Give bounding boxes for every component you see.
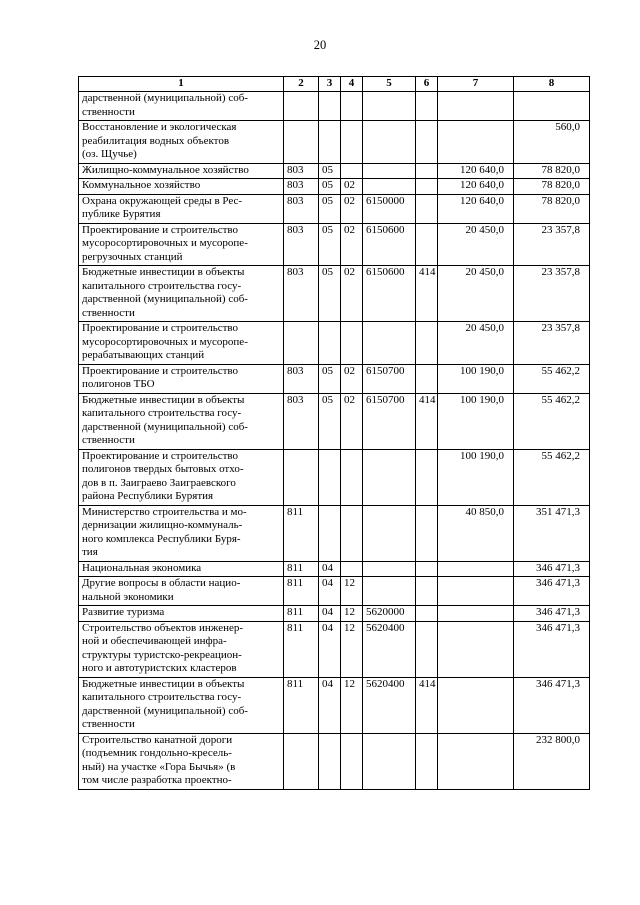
table-cell: 55 462,2 [514, 449, 590, 505]
table-cell [319, 322, 341, 365]
table-cell: 811 [284, 606, 319, 622]
row-label-cell: Бюджетные инвестиции в объекты капитального строительства госу- дарственной (муниципальной) соб- ственности [79, 393, 284, 449]
table-cell: 5620400 [363, 621, 416, 677]
table-cell [416, 449, 438, 505]
table-cell: 02 [341, 266, 363, 322]
table-cell [416, 121, 438, 164]
table-cell: 414 [416, 677, 438, 733]
table-cell [416, 223, 438, 266]
table-cell: 414 [416, 266, 438, 322]
table-cell: 803 [284, 223, 319, 266]
table-cell: 803 [284, 266, 319, 322]
table-row [79, 677, 590, 733]
table-cell: 811 [284, 621, 319, 677]
row-label-cell: Бюджетные инвестиции в объекты капитального строительства госу- дарственной (муниципальной) соб- ственности [79, 677, 284, 733]
table-cell: 05 [319, 266, 341, 322]
table-cell: 05 [319, 223, 341, 266]
table-cell [284, 92, 319, 121]
table-cell: 120 640,0 [438, 179, 514, 195]
row-label-cell: Национальная экономика [79, 561, 284, 577]
table-cell: 100 190,0 [438, 364, 514, 393]
table-cell [363, 92, 416, 121]
table-cell: 12 [341, 606, 363, 622]
table-cell [416, 505, 438, 561]
table-cell [416, 577, 438, 606]
table-cell: 803 [284, 179, 319, 195]
budget-table [78, 76, 590, 790]
table-cell [514, 92, 590, 121]
table-cell: 23 357,8 [514, 223, 590, 266]
row-label-cell: Коммунальное хозяйство [79, 179, 284, 195]
table-header-row [79, 77, 590, 92]
column-header: 2 [284, 77, 319, 92]
row-label-cell: Бюджетные инвестиции в объекты капитального строительства госу- дарственной (муниципальной) соб- ственности [79, 266, 284, 322]
table-cell [363, 733, 416, 789]
row-label-cell: дарственной (муниципальной) соб- ственности [79, 92, 284, 121]
table-cell [341, 121, 363, 164]
table-cell [438, 577, 514, 606]
table-row [79, 179, 590, 195]
table-cell [319, 92, 341, 121]
table-row [79, 393, 590, 449]
table-row [79, 364, 590, 393]
table-cell: 05 [319, 179, 341, 195]
table-cell [284, 733, 319, 789]
table-cell [438, 92, 514, 121]
table-cell [438, 733, 514, 789]
row-label-cell: Жилищно-коммунальное хозяйство [79, 163, 284, 179]
table-cell: 02 [341, 223, 363, 266]
table-cell [438, 677, 514, 733]
table-cell [438, 606, 514, 622]
page-number: 20 [313, 38, 327, 52]
table-cell [363, 179, 416, 195]
column-header: 4 [341, 77, 363, 92]
table-cell [341, 322, 363, 365]
row-label-cell: Развитие туризма [79, 606, 284, 622]
table-cell [363, 577, 416, 606]
table-cell [416, 322, 438, 365]
table-cell [416, 733, 438, 789]
table-cell [363, 322, 416, 365]
column-header: 8 [514, 77, 590, 92]
table-cell: 02 [341, 179, 363, 195]
table-cell: 02 [341, 194, 363, 223]
table-cell [341, 733, 363, 789]
column-header: 7 [438, 77, 514, 92]
table-cell [438, 561, 514, 577]
row-label-cell: Строительство объектов инженер- ной и обеспечивающей инфра- структуры туристско-рекреацион- ного и автотуристских кластеров [79, 621, 284, 677]
table-row [79, 621, 590, 677]
table-cell [319, 121, 341, 164]
table-cell: 803 [284, 364, 319, 393]
table-cell: 78 820,0 [514, 194, 590, 223]
table-cell [416, 179, 438, 195]
table-cell: 78 820,0 [514, 163, 590, 179]
table-row [79, 266, 590, 322]
table-cell: 5620400 [363, 677, 416, 733]
table-cell [363, 449, 416, 505]
row-label-cell: Восстановление и экологическая реабилитация водных объектов (оз. Щучье) [79, 121, 284, 164]
column-header: 5 [363, 77, 416, 92]
table-cell: 811 [284, 677, 319, 733]
table-cell: 6150600 [363, 266, 416, 322]
table-cell: 120 640,0 [438, 163, 514, 179]
table-cell: 55 462,2 [514, 364, 590, 393]
table-cell: 20 450,0 [438, 322, 514, 365]
table-row [79, 163, 590, 179]
table-cell: 04 [319, 621, 341, 677]
table-row [79, 194, 590, 223]
row-label-cell: Строительство канатной дороги (подъемник гондольно-кресель- ный) на участке «Гора Бычья» (в том числе разработка проектно- [79, 733, 284, 789]
table-cell: 6150000 [363, 194, 416, 223]
row-label-cell: Проектирование и строительство мусоросортировочных и мусоропе- регрузочных станций [79, 223, 284, 266]
table-cell: 803 [284, 194, 319, 223]
table-cell: 100 190,0 [438, 449, 514, 505]
table-cell [363, 505, 416, 561]
row-label-cell: Другие вопросы в области нацио- нальной экономики [79, 577, 284, 606]
table-cell: 560,0 [514, 121, 590, 164]
table-cell: 120 640,0 [438, 194, 514, 223]
table-cell [416, 92, 438, 121]
column-header: 1 [79, 77, 284, 92]
table-row [79, 223, 590, 266]
table-cell [341, 505, 363, 561]
column-header: 6 [416, 77, 438, 92]
table-cell: 05 [319, 393, 341, 449]
table-cell: 6150700 [363, 393, 416, 449]
table-cell: 346 471,3 [514, 677, 590, 733]
table-row [79, 606, 590, 622]
table-cell: 05 [319, 163, 341, 179]
table-cell: 12 [341, 677, 363, 733]
table-cell [416, 194, 438, 223]
table-cell [416, 163, 438, 179]
table-cell [284, 449, 319, 505]
table-row [79, 121, 590, 164]
table-cell: 23 357,8 [514, 322, 590, 365]
table-cell [363, 561, 416, 577]
table-cell: 803 [284, 393, 319, 449]
table-cell [363, 121, 416, 164]
table-cell: 05 [319, 194, 341, 223]
table-cell: 12 [341, 621, 363, 677]
table-cell: 12 [341, 577, 363, 606]
table-cell: 40 850,0 [438, 505, 514, 561]
table-cell: 351 471,3 [514, 505, 590, 561]
table-cell: 78 820,0 [514, 179, 590, 195]
table-cell: 55 462,2 [514, 393, 590, 449]
table-cell: 04 [319, 677, 341, 733]
table-cell [284, 322, 319, 365]
table-row [79, 505, 590, 561]
table-cell: 02 [341, 364, 363, 393]
table-cell: 811 [284, 577, 319, 606]
table-cell: 05 [319, 364, 341, 393]
row-label-cell: Проектирование и строительство полигонов ТБО [79, 364, 284, 393]
table-cell: 23 357,8 [514, 266, 590, 322]
table-cell: 5620000 [363, 606, 416, 622]
table-cell [319, 505, 341, 561]
table-row [79, 92, 590, 121]
table-cell: 346 471,3 [514, 606, 590, 622]
table-cell [341, 163, 363, 179]
table-cell: 346 471,3 [514, 577, 590, 606]
table-cell: 04 [319, 577, 341, 606]
table-cell [319, 449, 341, 505]
table-row [79, 577, 590, 606]
table-row [79, 322, 590, 365]
row-label-cell: Охрана окружающей среды в Рес- публике Бурятия [79, 194, 284, 223]
table-cell: 414 [416, 393, 438, 449]
table-cell: 6150600 [363, 223, 416, 266]
table-cell: 04 [319, 561, 341, 577]
table-cell [438, 621, 514, 677]
table-cell: 04 [319, 606, 341, 622]
table-row [79, 561, 590, 577]
table-cell: 811 [284, 561, 319, 577]
table-cell: 803 [284, 163, 319, 179]
table-cell: 346 471,3 [514, 621, 590, 677]
table-cell: 811 [284, 505, 319, 561]
table-cell: 232 800,0 [514, 733, 590, 789]
table-cell [416, 606, 438, 622]
row-label-cell: Министерство строительства и мо- дернизации жилищно-коммуналь- ного комплекса Республики Буря- тия [79, 505, 284, 561]
table-row [79, 733, 590, 789]
table-cell: 100 190,0 [438, 393, 514, 449]
table-cell [363, 163, 416, 179]
table-cell [341, 561, 363, 577]
table-cell: 6150700 [363, 364, 416, 393]
table-cell [341, 92, 363, 121]
row-label-cell: Проектирование и строительство мусоросортировочных и мусоропе- рерабатывающих станций [79, 322, 284, 365]
table-cell: 346 471,3 [514, 561, 590, 577]
table-cell [416, 561, 438, 577]
table-cell: 02 [341, 393, 363, 449]
row-label-cell: Проектирование и строительство полигонов твердых бытовых отхо- дов в п. Заиграево Заиграевского района Республики Бурятия [79, 449, 284, 505]
column-header: 3 [319, 77, 341, 92]
table-cell [319, 733, 341, 789]
table-cell [416, 364, 438, 393]
table-cell: 20 450,0 [438, 266, 514, 322]
table-cell [284, 121, 319, 164]
table-row [79, 449, 590, 505]
table-cell [416, 621, 438, 677]
table-cell [438, 121, 514, 164]
table-cell: 20 450,0 [438, 223, 514, 266]
table-cell [341, 449, 363, 505]
table-body [79, 92, 590, 790]
